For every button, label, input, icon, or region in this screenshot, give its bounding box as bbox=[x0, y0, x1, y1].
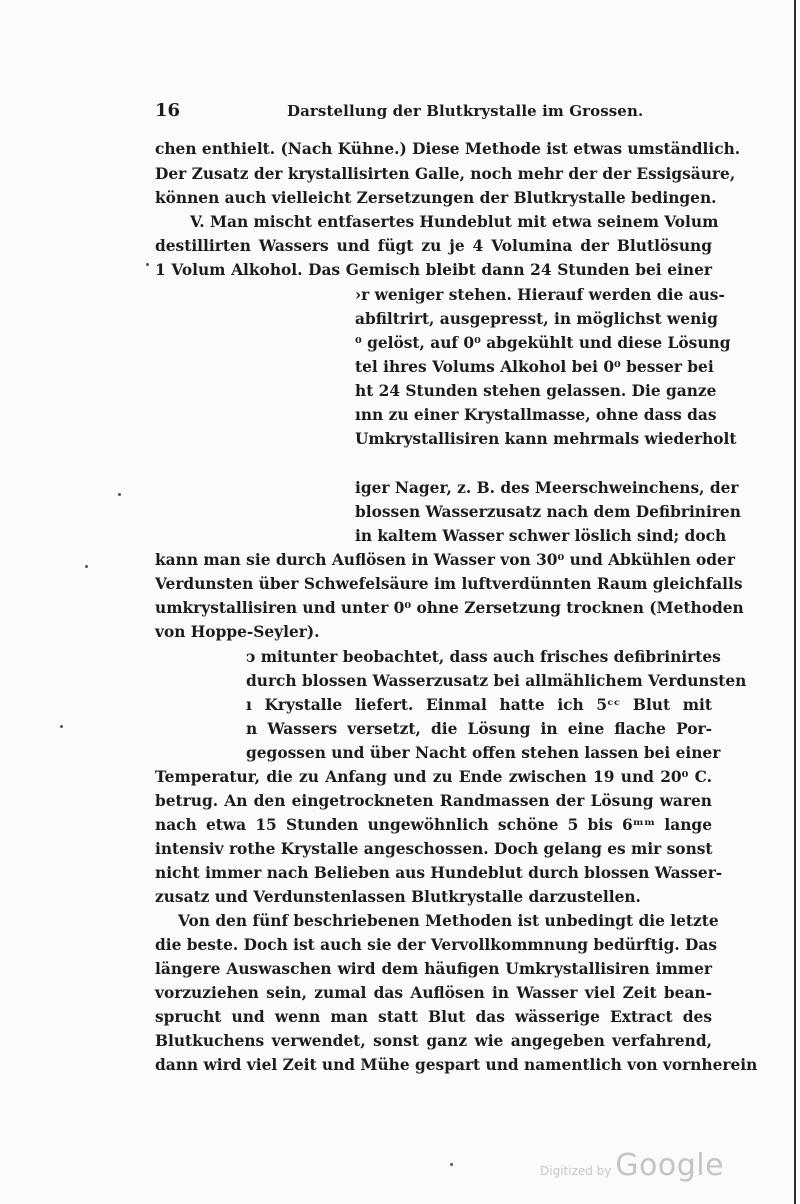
text-line: vorzuziehen sein, zumal das Auflösen in Wasser viel Zeit bean- bbox=[155, 984, 712, 1002]
scan-page-edge bbox=[794, 0, 796, 1204]
scan-speck bbox=[118, 493, 121, 496]
text-line: Temperatur, die zu Anfang und zu Ende zwischen 19 und 20⁰ C. bbox=[155, 768, 712, 786]
text-line: destillirten Wassers und fügt zu je 4 Volumina der Blutlösung bbox=[155, 237, 712, 255]
text-line: Der Zusatz der krystallisirten Galle, noch mehr der der Essigsäure, bbox=[155, 165, 736, 183]
text-line: von Hoppe-Seyler). bbox=[155, 623, 320, 641]
text-line: Verdunsten über Schwefelsäure im luftverdünnten Raum gleichfalls bbox=[155, 575, 743, 593]
scan-speck bbox=[450, 1163, 453, 1166]
text-line: Von den fünf beschriebenen Methoden ist unbedingt die letzte bbox=[178, 912, 719, 930]
scan-speck bbox=[146, 263, 149, 266]
text-line-partial: ›r weniger stehen. Hierauf werden die aus- bbox=[355, 286, 725, 304]
text-line-partial: n Wassers versetzt, die Lösung in eine flache Por- bbox=[246, 720, 712, 738]
text-line-partial: gegossen und über Nacht offen stehen lassen bei einer bbox=[246, 744, 721, 762]
text-line: betrug. An den eingetrockneten Randmassen der Lösung waren bbox=[155, 792, 712, 810]
text-line: chen enthielt. (Nach Kühne.) Diese Methode ist etwas umständlich. bbox=[155, 140, 741, 158]
text-line: V. Man mischt entfasertes Hundeblut mit etwa seinem Volum bbox=[190, 213, 719, 231]
text-line: längere Auswaschen wird dem häufigen Umkrystallisiren immer bbox=[155, 960, 712, 978]
digitized-by-google-watermark bbox=[540, 1148, 724, 1183]
text-line-partial: ͻ mitunter beobachtet, dass auch frisches defibrinirtes bbox=[246, 648, 721, 666]
page-number: 16 bbox=[155, 100, 181, 121]
text-line-partial: ı Krystalle liefert. Einmal hatte ich 5ᶜᶜ Blut mit bbox=[246, 696, 712, 714]
text-line-partial: tel ihres Volums Alkohol bei 0⁰ besser bei bbox=[355, 358, 714, 376]
text-line: sprucht und wenn man statt Blut das wässerige Extract des bbox=[155, 1008, 712, 1026]
running-head-title: Darstellung der Blutkrystalle im Grossen. bbox=[287, 102, 644, 120]
text-line: nicht immer nach Belieben aus Hundeblut durch blossen Wasser- bbox=[155, 864, 723, 882]
google-logo: Google bbox=[615, 1148, 725, 1183]
text-line: können auch vielleicht Zersetzungen der Blutkrystalle bedingen. bbox=[155, 189, 717, 207]
scan-speck bbox=[60, 725, 63, 728]
text-line-partial: blossen Wasserzusatz nach dem Defibriniren bbox=[355, 503, 741, 521]
text-line: die beste. Doch ist auch sie der Vervollkommnung bedürftig. Das bbox=[155, 936, 718, 954]
text-line-partial: in kaltem Wasser schwer löslich sind; doch bbox=[355, 527, 727, 545]
scan-speck bbox=[85, 565, 88, 568]
text-line: umkrystallisiren und unter 0⁰ ohne Zersetzung trocknen (Methoden bbox=[155, 599, 744, 617]
text-line-partial: abfiltrirt, ausgepresst, in möglichst wenig bbox=[355, 310, 718, 328]
text-line: intensiv rothe Krystalle angeschossen. Doch gelang es mir sonst bbox=[155, 840, 713, 858]
text-line-partial: ⁰ gelöst, auf 0⁰ abgekühlt und diese Lösung bbox=[355, 334, 731, 352]
text-line-partial: ınn zu einer Krystallmasse, ohne dass das bbox=[355, 406, 717, 424]
text-line: zusatz und Verdunstenlassen Blutkrystalle darzustellen. bbox=[155, 888, 641, 906]
text-line-partial: durch blossen Wasserzusatz bei allmählichem Verdunsten bbox=[246, 672, 747, 690]
text-line: 1 Volum Alkohol. Das Gemisch bleibt dann 24 Stunden bei einer bbox=[155, 261, 712, 279]
page-header bbox=[155, 100, 715, 124]
text-line-partial: iger Nager, z. B. des Meerschweinchens, der bbox=[355, 479, 739, 497]
text-line: Blutkuchens verwendet, sonst ganz wie angegeben verfahrend, bbox=[155, 1032, 712, 1050]
text-line-partial: ht 24 Stunden stehen gelassen. Die ganze bbox=[355, 382, 717, 400]
text-line: nach etwa 15 Stunden ungewöhnlich schöne 5 bis 6ᵐᵐ lange bbox=[155, 816, 712, 834]
text-line-partial: Umkrystallisiren kann mehrmals wiederholt bbox=[355, 430, 737, 448]
watermark-prefix: Digitized by bbox=[540, 1164, 612, 1178]
text-line: dann wird viel Zeit und Mühe gespart und namentlich von vornherein bbox=[155, 1056, 758, 1074]
text-line: kann man sie durch Auflösen in Wasser von 30⁰ und Abkühlen oder bbox=[155, 551, 735, 569]
